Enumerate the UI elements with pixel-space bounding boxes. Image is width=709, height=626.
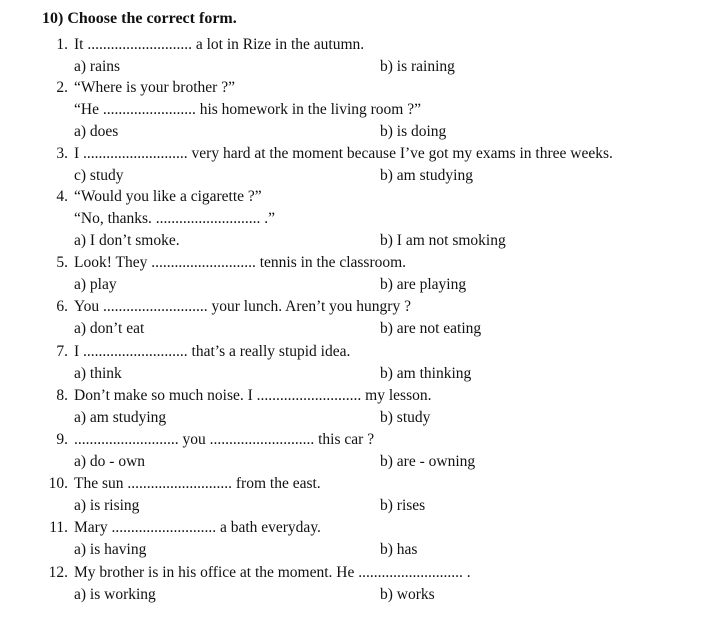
option-a: a) rains xyxy=(74,58,121,75)
question-text: “Would you like a cigarette ?” xyxy=(74,188,262,205)
option-a: a) I don’t smoke. xyxy=(74,232,180,249)
question-text: My brother is in his office at the moment. He ........................... . xyxy=(74,564,471,581)
option-b: b) are not eating xyxy=(380,320,482,337)
option-b: b) has xyxy=(380,541,418,558)
question-number: 8. xyxy=(56,387,68,404)
option-b: b) study xyxy=(380,409,431,426)
question-text: I ........................... that’s a really stupid idea. xyxy=(74,343,351,360)
question-number: 11. xyxy=(49,519,68,536)
option-b: b) rises xyxy=(380,497,426,514)
question-text: Mary ........................... a bath everyday. xyxy=(74,519,321,536)
question-number: 10. xyxy=(48,475,68,492)
option-a: c) study xyxy=(74,167,124,184)
option-a: a) do - own xyxy=(74,453,146,470)
option-b: b) am thinking xyxy=(380,365,472,382)
question-number: 2. xyxy=(56,79,68,96)
option-a: a) is working xyxy=(74,586,156,603)
question-text: Look! They ........................... tennis in the classroom. xyxy=(74,254,407,271)
question-number: 4. xyxy=(56,188,68,205)
question-number: 1. xyxy=(56,36,68,53)
exercise-heading: 10) Choose the correct form. xyxy=(42,10,237,27)
question-text: I ........................... very hard at the moment because I’ve got my exams in three weeks. xyxy=(74,145,613,162)
question-text-continued: “No, thanks. ........................... .” xyxy=(74,210,276,227)
option-b: b) I am not smoking xyxy=(380,232,506,249)
question-text: It ........................... a lot in Rize in the autumn. xyxy=(74,36,365,53)
option-b: b) am studying xyxy=(380,167,473,184)
question-number: 12. xyxy=(48,564,68,581)
option-a: a) does xyxy=(74,123,119,140)
option-a: a) is rising xyxy=(74,497,140,514)
question-number: 3. xyxy=(56,145,68,162)
option-a: a) am studying xyxy=(74,409,167,426)
option-a: a) play xyxy=(74,276,117,293)
option-b: b) is doing xyxy=(380,123,447,140)
question-number: 6. xyxy=(56,298,68,315)
option-b: b) works xyxy=(380,586,435,603)
question-text: Don’t make so much noise. I ........................... my lesson. xyxy=(74,387,432,404)
question-text: The sun ........................... from the east. xyxy=(74,475,321,492)
question-text: You ........................... your lunch. Aren’t you hungry ? xyxy=(74,298,411,315)
option-a: a) don’t eat xyxy=(74,320,145,337)
option-a: a) is having xyxy=(74,541,147,558)
option-a: a) think xyxy=(74,365,122,382)
option-b: b) are playing xyxy=(380,276,467,293)
question-number: 9. xyxy=(56,431,68,448)
option-b: b) is raining xyxy=(380,58,455,75)
question-text-continued: “He ........................ his homework in the living room ?” xyxy=(74,101,421,118)
question-number: 5. xyxy=(56,254,68,271)
question-text: ........................... you ........................... this car ? xyxy=(74,431,375,448)
option-b: b) are - owning xyxy=(380,453,476,470)
question-text: “Where is your brother ?” xyxy=(74,79,235,96)
question-number: 7. xyxy=(56,343,68,360)
